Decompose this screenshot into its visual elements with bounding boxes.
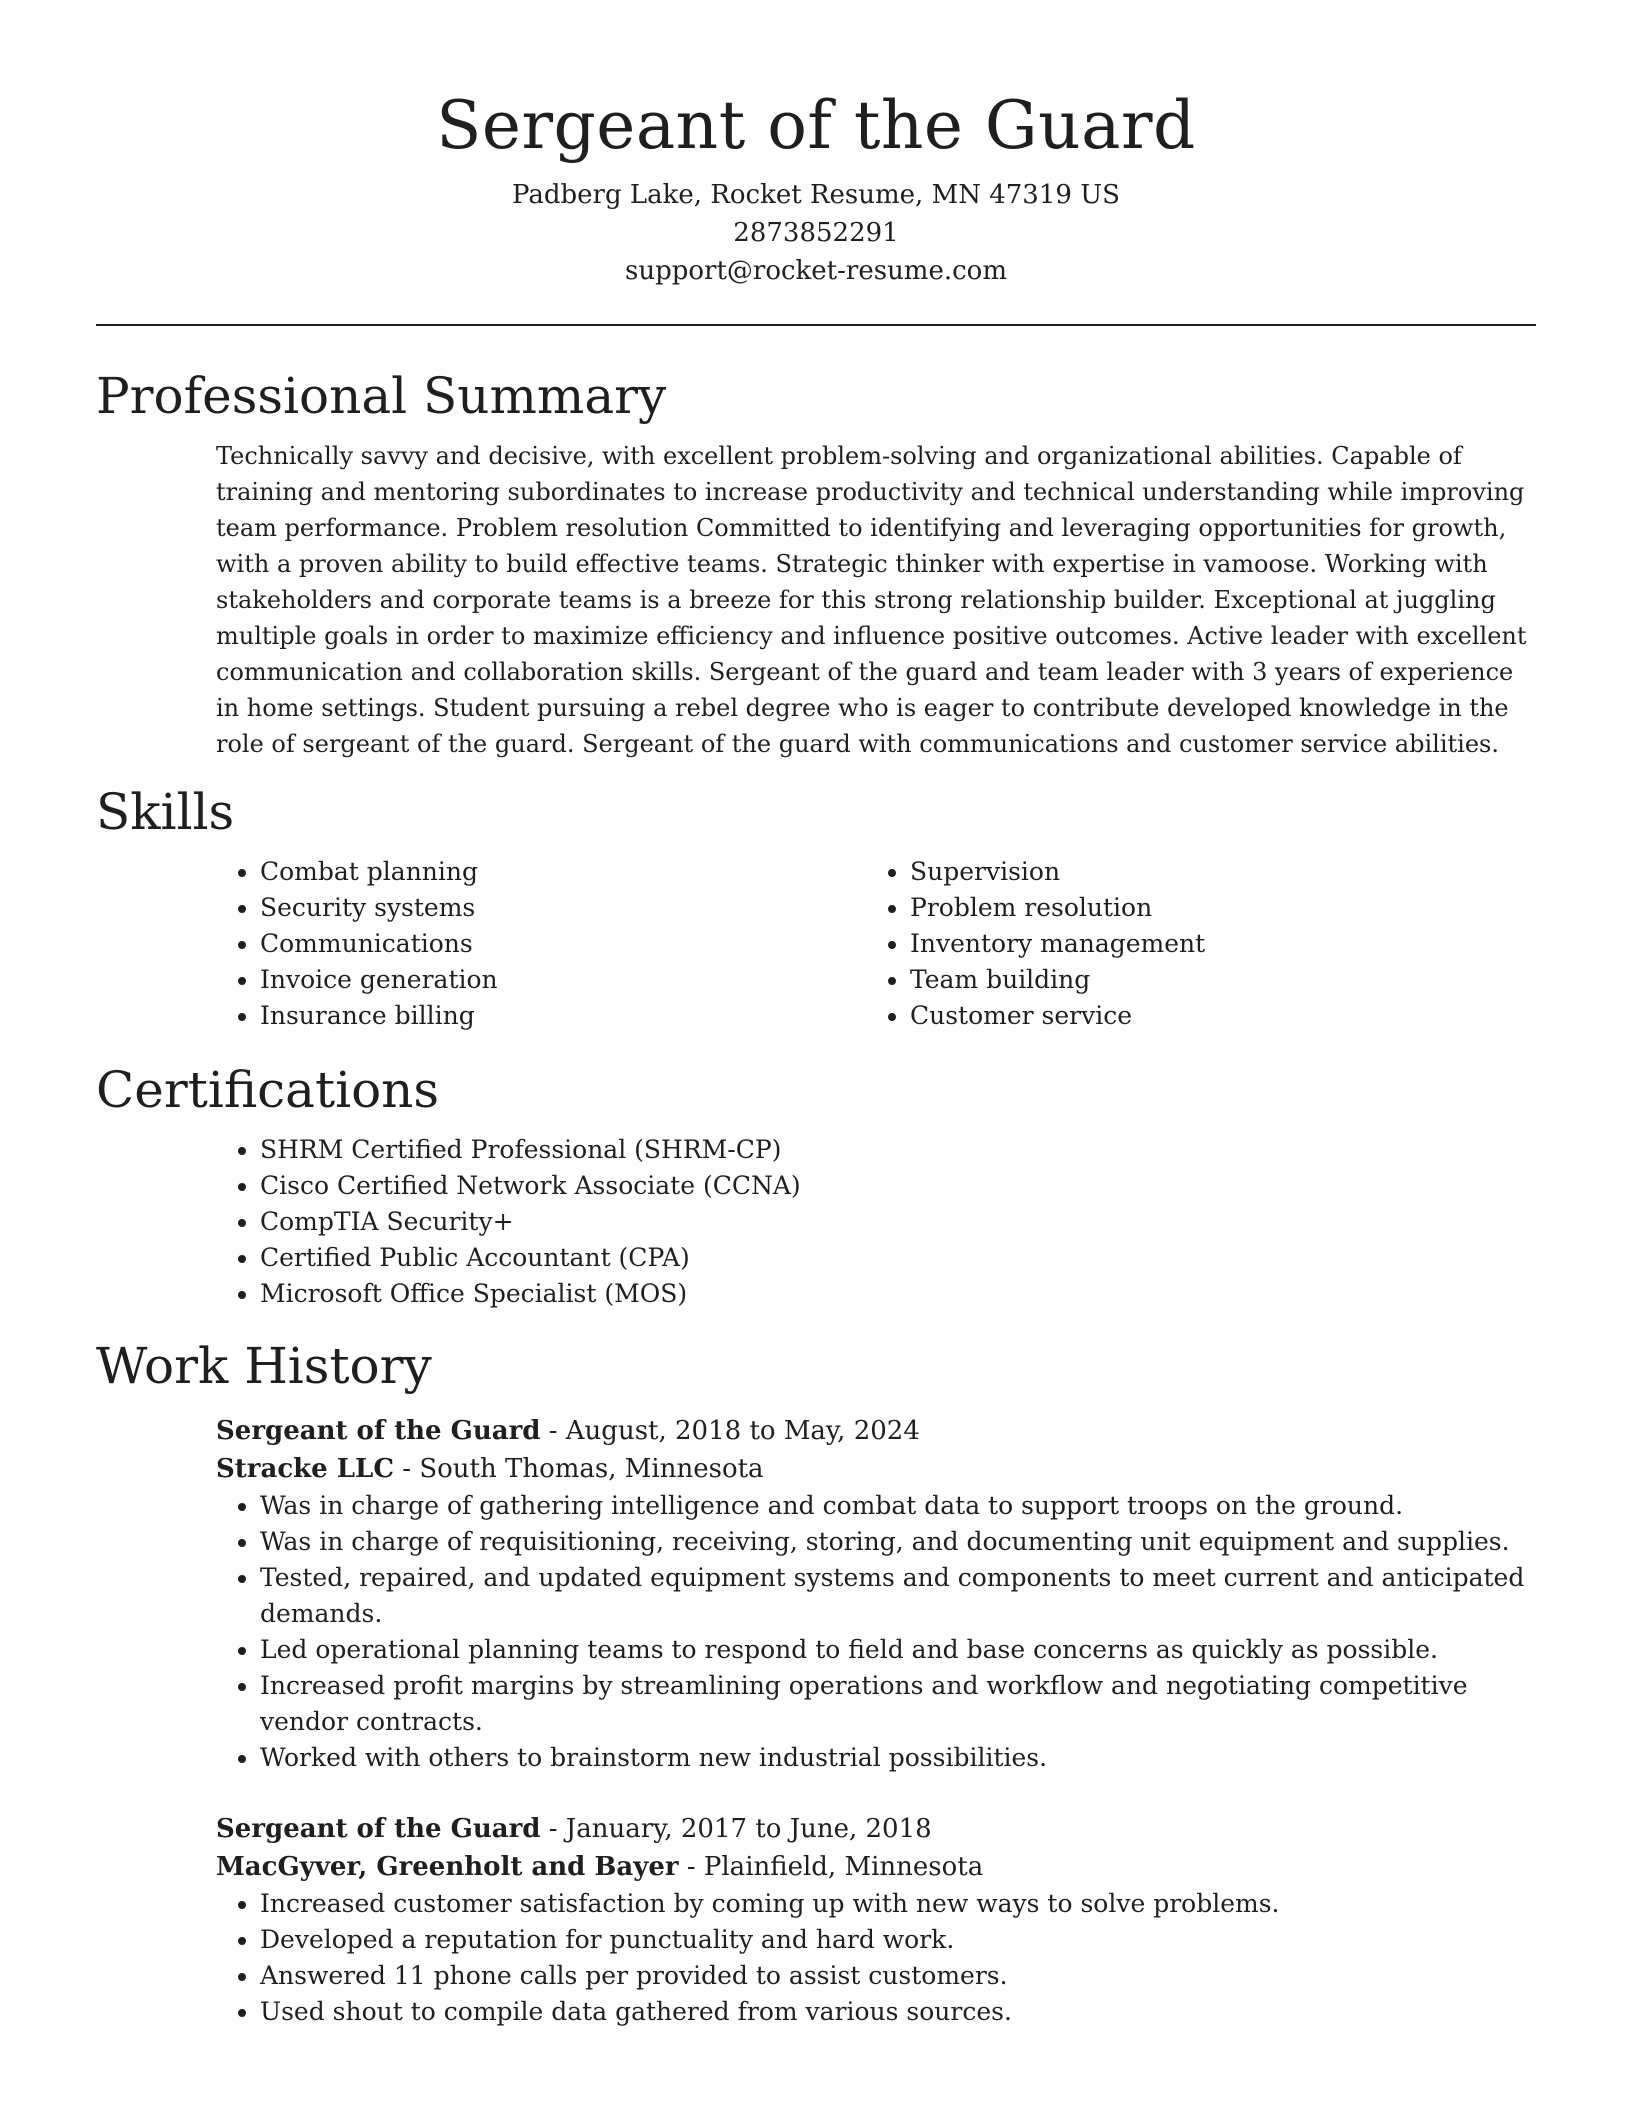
- skill-item: • Security systems: [260, 890, 866, 926]
- skill-item: • Team building: [910, 962, 1516, 998]
- job-duties-list: [216, 1488, 1536, 1776]
- skill-item: • Supervision: [910, 854, 1516, 890]
- resume-header: [96, 0, 1536, 290]
- job-dates: - January, 2017 to June, 2018: [540, 1814, 932, 1844]
- certification-item: • Cisco Certified Network Associate (CCNA): [260, 1168, 1536, 1204]
- skill-item: • Insurance billing: [260, 998, 866, 1034]
- skills-column-right: [866, 854, 1516, 1034]
- certifications-list: [216, 1132, 1536, 1312]
- phone-number: 2873852291: [733, 218, 899, 248]
- job-dates: - August, 2018 to May, 2024: [540, 1416, 920, 1446]
- skills-list-right: [866, 854, 1516, 1034]
- job-title: Sergeant of the Guard: [216, 1814, 541, 1844]
- contact-info: [96, 176, 1536, 290]
- job-duty-item: • Led operational planning teams to respond to field and base concerns as quickly as possible.: [260, 1632, 1536, 1668]
- certifications-body: [216, 1132, 1536, 1312]
- skill-item: • Problem resolution: [910, 890, 1516, 926]
- summary-text: Technically savvy and decisive, with excellent problem-solving and organizational abilities. Capable of training and mentoring subordinates to increase productivity and technical understanding while improving team performance. Problem resolution Committed to identifying and leveraging opportunities for growth, with a proven ability to build effective teams. Strategic thinker with expertise in vamoose. Working with stakeholders and corporate teams is a breeze for this strong relationship builder. Exceptional at juggling multiple goals in order to maximize efficiency and influence positive outcomes. Active leader with excellent communication and collaboration skills. Sergeant of the guard and team leader with 3 years of experience in home settings. Student pursuing a rebel degree who is eager to contribute developed knowledge in the role of sergeant of the guard. Sergeant of the guard with communications and customer service abilities.: [216, 442, 1527, 758]
- skill-item: • Inventory management: [910, 926, 1516, 962]
- job-title: Sergeant of the Guard: [216, 1416, 541, 1446]
- job-duty-item: • Developed a reputation for punctuality and hard work.: [260, 1922, 1536, 1958]
- section-title-skills: Skills: [96, 783, 235, 841]
- address: Padberg Lake, Rocket Resume, MN 47319 US: [512, 180, 1120, 210]
- job-entry: [216, 1412, 1536, 1776]
- header-divider: [96, 324, 1536, 326]
- skills-section: [96, 782, 1536, 1034]
- professional-summary-section: [96, 366, 1536, 762]
- skills-column-left: [216, 854, 866, 1034]
- section-title-work-history: Work History: [96, 1337, 432, 1395]
- skill-item: • Customer service: [910, 998, 1516, 1034]
- job-duties-list: [216, 1886, 1536, 2030]
- job-title-line: [216, 1412, 1536, 1450]
- skills-list-left: [216, 854, 866, 1034]
- job-duty-item: • Worked with others to brainstorm new industrial possibilities.: [260, 1740, 1536, 1776]
- job-title-line: [216, 1810, 1536, 1848]
- job-duty-item: • Was in charge of gathering intelligence and combat data to support troops on the ground.: [260, 1488, 1536, 1524]
- certification-item: • Certified Public Accountant (CPA): [260, 1240, 1536, 1276]
- job-company-line: [216, 1848, 1536, 1886]
- certification-item: • Microsoft Office Specialist (MOS): [260, 1276, 1536, 1312]
- job-location: - South Thomas, Minnesota: [394, 1454, 764, 1484]
- job-duty-item: • Used shout to compile data gathered from various sources.: [260, 1994, 1536, 2030]
- work-history-section: [96, 1336, 1536, 2030]
- email-address: support@rocket-resume.com: [624, 256, 1007, 286]
- job-duty-item: • Answered 11 phone calls per provided to assist customers.: [260, 1958, 1536, 1994]
- skill-item: • Communications: [260, 926, 866, 962]
- skills-body: [216, 854, 1536, 1034]
- company-name: Stracke LLC: [216, 1454, 395, 1484]
- job-company-line: [216, 1450, 1536, 1488]
- certifications-section: [96, 1060, 1536, 1312]
- certification-item: • CompTIA Security+: [260, 1204, 1536, 1240]
- summary-body: [216, 438, 1536, 762]
- section-title-certifications: Certifications: [96, 1061, 440, 1119]
- skill-item: • Invoice generation: [260, 962, 866, 998]
- certification-item: • SHRM Certified Professional (SHRM-CP): [260, 1132, 1536, 1168]
- job-location: - Plainfield, Minnesota: [678, 1852, 984, 1882]
- skill-item: • Combat planning: [260, 854, 866, 890]
- job-duty-item: • Increased profit margins by streamlining operations and workflow and negotiating competitive vendor contracts.: [260, 1668, 1536, 1740]
- skills-grid: [216, 854, 1536, 1034]
- section-title-summary: Professional Summary: [96, 367, 667, 425]
- work-history-body: [216, 1412, 1536, 2030]
- candidate-name: Sergeant of the Guard: [436, 87, 1196, 164]
- company-name: MacGyver, Greenholt and Bayer: [216, 1852, 679, 1882]
- job-duty-item: • Was in charge of requisitioning, receiving, storing, and documenting unit equipment and supplies.: [260, 1524, 1536, 1560]
- job-duty-item: • Tested, repaired, and updated equipment systems and components to meet current and anticipated demands.: [260, 1560, 1536, 1632]
- job-duty-item: • Increased customer satisfaction by coming up with new ways to solve problems.: [260, 1886, 1536, 1922]
- job-entry: [216, 1810, 1536, 2030]
